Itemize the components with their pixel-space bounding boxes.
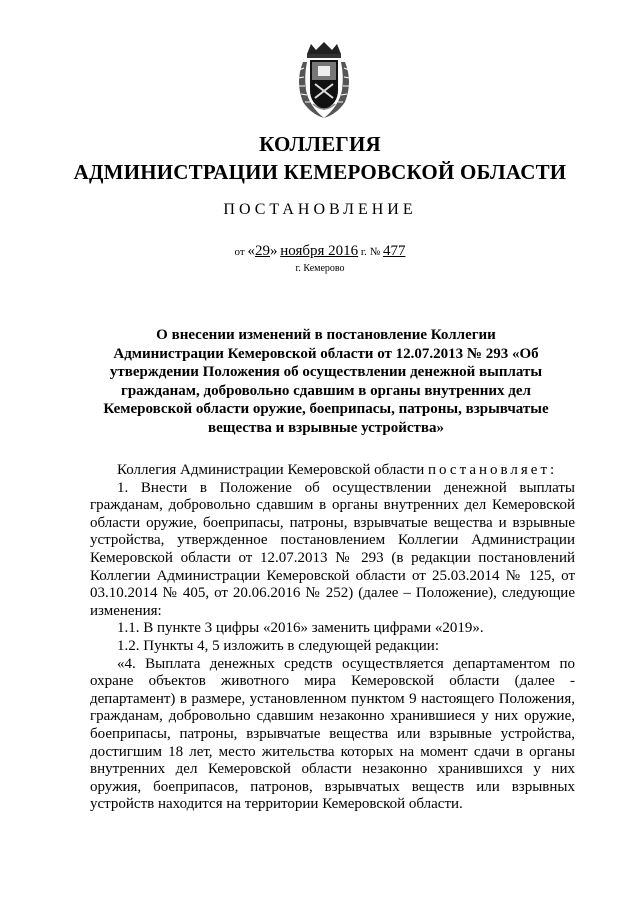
date-day: 29: [254, 243, 270, 259]
document-body: [90, 462, 575, 814]
date-prefix: от: [234, 246, 245, 258]
number-label: №: [369, 246, 381, 258]
org-name-line2: АДМИНИСТРАЦИИ КЕМЕРОВСКОЙ ОБЛАСТИ: [73, 160, 567, 184]
org-name-line1: КОЛЛЕГИЯ: [259, 132, 381, 156]
date-year-suffix: г.: [360, 246, 367, 258]
date-month-year: ноября 2016: [280, 243, 359, 259]
intro-paragraph: Коллегия Администрации Кемеровской области постановляет:: [117, 462, 558, 478]
kemerovo-coat-of-arms-icon: [293, 40, 355, 120]
document-date-line: от «29» ноября 2016 г. № 477: [234, 243, 406, 259]
body-paragraph: 1. Внести в Положение об осуществлении денежной выплаты гражданам, добровольно сдавшим в органы внутренних дел Кемеровской области оружие, боеприпасы, патроны, взрывчатые вещества и взрывные устройства, утвержденное постановлением Коллегии Администрации Кемеровской области от 12.07.2013 № 293 (в редакции постановлений Коллегии Администрации Кемеровской области от 25.03.2014 № 125, от 03.10.2014 № 405, от 20.06.2016 № 252) (далее – Положение), следующие изменения:: [90, 479, 575, 619]
document-title: О внесении изменений в постановление Коллегии Администрации Кемеровской области от 12.07.2013 № 293 «Об утверждении Положения об осуществлении денежной выплаты гражданам, добровольно сдавшим в органы внутренних дел Кемеровской области оружие, боеприпасы, патроны, взрывчатые вещества и взрывные устройства»: [103, 327, 549, 436]
document-city: г. Кемерово: [295, 263, 345, 274]
decree-word: постановляет:: [428, 462, 558, 478]
document-number: 477: [382, 243, 406, 259]
body-paragraph: 1.1. В пункте 3 цифры «2016» заменить цифрами «2019».: [117, 620, 484, 637]
body-paragraph: «4. Выплата денежных средств осуществляется департаментом по охране объектов животного мира Кемеровской области (далее - департамент) в размере, установленном пунктом 9 настоящего Положения, гражданам, добровольно сдавшим незаконно хранившиеся у них оружие, боеприпасы, патроны, взрывчатые вещества или взрывные устройства, достигшим 18 лет, место жительства которых на момент сдачи в органы внутренних дел Кемеровской области незаконно хранившихся у них оружия, боеприпасов, патронов, взрывчатых веществ или взрывных устройств находится на территории Кемеровской области.: [90, 655, 575, 813]
document-type: ПОСТАНОВЛЕНИЕ: [223, 201, 417, 218]
body-paragraph: 1.2. Пункты 4, 5 изложить в следующей редакции:: [117, 637, 439, 654]
